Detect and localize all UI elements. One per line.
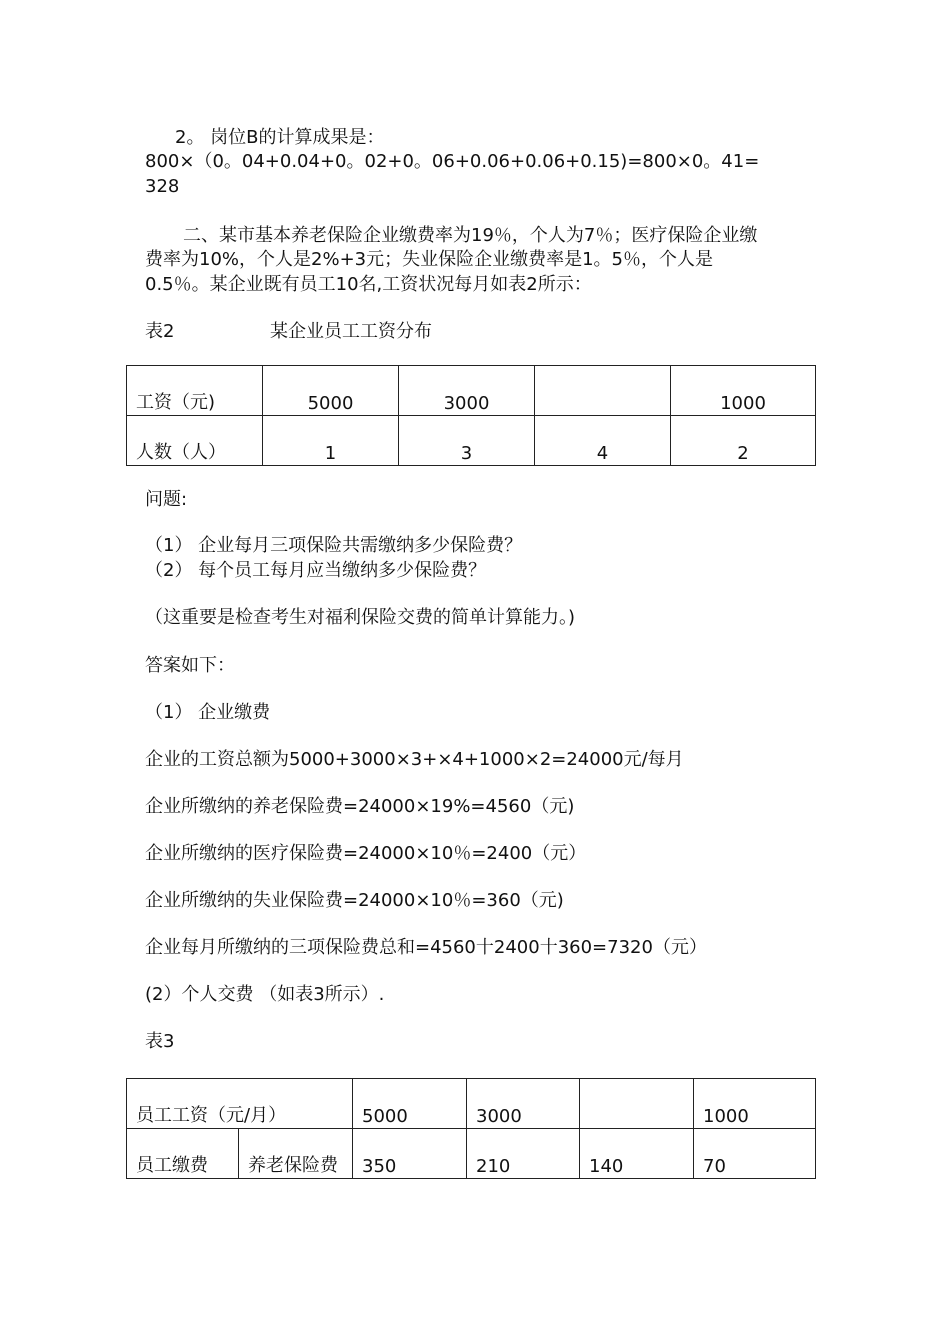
table-cell bbox=[580, 1079, 694, 1129]
answer-heading: 答案如下： bbox=[145, 655, 235, 676]
table-cell: 140 bbox=[580, 1129, 694, 1179]
table-cell: 员工工资（元/月） bbox=[127, 1079, 353, 1129]
wage-distribution-table bbox=[126, 365, 816, 466]
table-cell: 5000 bbox=[353, 1079, 467, 1129]
question-2: （2） 每个员工每月应当缴纳多少保险费？ bbox=[145, 560, 487, 581]
question-1: （1） 企业每月三项保险共需缴纳多少保险费？ bbox=[145, 535, 523, 556]
table-row bbox=[127, 1129, 816, 1179]
table2-caption: 某企业员工工资分布 bbox=[270, 321, 432, 342]
table-cell: 3 bbox=[399, 416, 535, 466]
problem-line-3: 0.5％。某企业既有员工10名,工资状况每月如表2所示： bbox=[145, 274, 592, 295]
answer-unemployment: 企业所缴纳的失业保险费=24000×10％=360（元) bbox=[145, 890, 564, 911]
answer-pension: 企业所缴纳的养老保险费=24000×19%=4560（元) bbox=[145, 796, 575, 817]
table-cell: 350 bbox=[353, 1129, 467, 1179]
table-row bbox=[127, 1079, 816, 1129]
answer-total-wage: 企业的工资总额为5000+3000×3+×4+1000×2=24000元/每月 bbox=[145, 749, 684, 770]
table2-label: 表2 bbox=[145, 321, 175, 342]
answer-sum: 企业每月所缴纳的三项保险费总和=4560十2400十360=7320（元） bbox=[145, 937, 707, 958]
item2-result: 328 bbox=[145, 176, 180, 197]
table-cell: 70 bbox=[694, 1129, 816, 1179]
question-note: （这重要是检查考生对福利保险交费的简单计算能力。) bbox=[145, 607, 576, 628]
problem-line-1: 二、某市基本养老保险企业缴费率为19％，个人为7％；医疗保险企业缴 bbox=[183, 225, 758, 246]
answer-part1-title: （1） 企业缴费 bbox=[145, 702, 271, 723]
table-row bbox=[127, 366, 816, 416]
table-row bbox=[127, 416, 816, 466]
item2-formula: 800×（0。04+0.04+0。02+0。06+0.06+0.06+0.15)=800×0。41= bbox=[145, 151, 760, 172]
table-cell: 3000 bbox=[467, 1079, 580, 1129]
table-cell: 3000 bbox=[399, 366, 535, 416]
table-cell: 2 bbox=[671, 416, 816, 466]
item2-title: 2。 岗位B的计算成果是： bbox=[175, 127, 385, 148]
table-cell: 210 bbox=[467, 1129, 580, 1179]
problem-line-2: 费率为10%，个人是2%+3元；失业保险企业缴费率是1。5％，个人是 bbox=[145, 249, 713, 270]
table-cell: 1000 bbox=[694, 1079, 816, 1129]
questions-heading: 问题: bbox=[145, 489, 188, 510]
table-cell: 工资（元) bbox=[127, 366, 263, 416]
table3-label: 表3 bbox=[145, 1031, 175, 1052]
answer-part2-title: (2）个人交费 （如表3所示）. bbox=[145, 984, 385, 1005]
table-cell: 员工缴费 bbox=[127, 1129, 239, 1179]
table-cell bbox=[535, 366, 671, 416]
table-cell: 5000 bbox=[263, 366, 399, 416]
answer-medical: 企业所缴纳的医疗保险费=24000×10％=2400（元） bbox=[145, 843, 587, 864]
table-cell: 1000 bbox=[671, 366, 816, 416]
table-cell: 人数（人） bbox=[127, 416, 263, 466]
table-cell: 养老保险费 bbox=[239, 1129, 353, 1179]
personal-contribution-table bbox=[126, 1078, 816, 1179]
table-cell: 4 bbox=[535, 416, 671, 466]
table-cell: 1 bbox=[263, 416, 399, 466]
